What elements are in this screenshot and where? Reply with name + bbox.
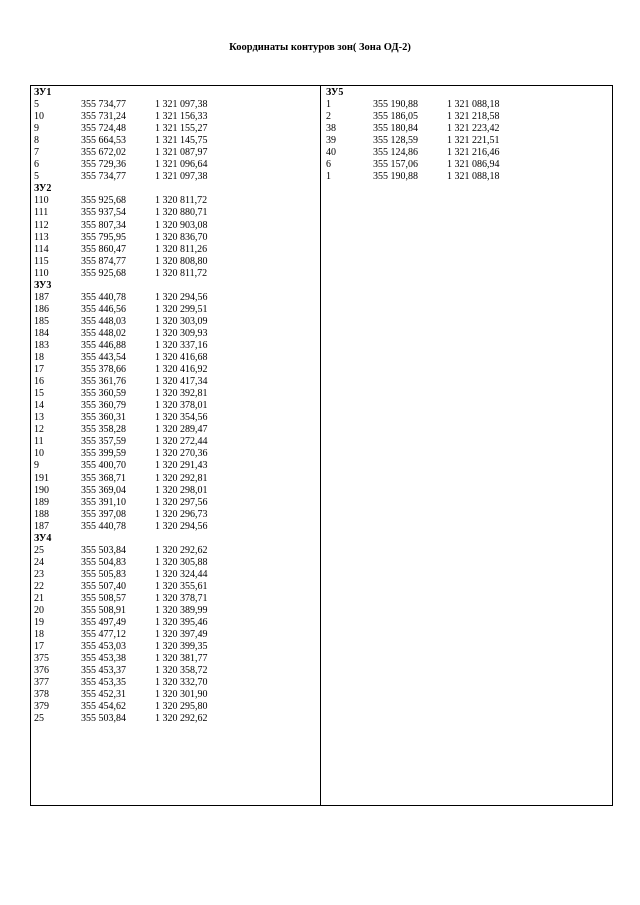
point-number: 14 <box>34 400 44 412</box>
coord-y: 1 321 096,64 <box>155 159 208 171</box>
table-row <box>34 509 235 521</box>
coord-y: 1 320 297,56 <box>155 496 208 508</box>
coord-y: 1 320 292,81 <box>155 472 208 484</box>
point-number: 376 <box>34 665 49 677</box>
coord-y: 1 321 221,51 <box>447 135 500 147</box>
coord-y: 1 321 156,33 <box>155 111 208 123</box>
coord-y: 1 320 303,09 <box>155 315 208 327</box>
zone-title: ЗУ4 <box>34 532 52 544</box>
coord-y: 1 321 097,38 <box>155 99 208 111</box>
coord-y: 1 320 392,81 <box>155 388 208 400</box>
coord-y: 1 321 097,38 <box>155 171 208 183</box>
point-number: 10 <box>34 111 44 123</box>
coord-y: 1 320 399,35 <box>155 641 208 653</box>
coord-y: 1 320 292,62 <box>155 713 208 725</box>
point-number: 21 <box>34 592 44 604</box>
zone-group <box>326 87 527 183</box>
coord-y: 1 320 397,49 <box>155 629 208 641</box>
coord-y: 1 320 337,16 <box>155 339 208 351</box>
table-row <box>34 135 235 147</box>
point-number: 377 <box>34 677 49 689</box>
table-row <box>326 135 527 147</box>
table-row <box>34 220 235 232</box>
point-number: 114 <box>34 243 49 255</box>
coord-x: 355 128,59 <box>373 135 418 147</box>
table-row <box>34 352 235 364</box>
table-row <box>34 605 235 617</box>
point-number: 11 <box>34 436 44 448</box>
coord-y: 1 320 358,72 <box>155 665 208 677</box>
coord-x: 355 358,28 <box>81 424 126 436</box>
table-row <box>34 641 235 653</box>
table-row <box>34 268 235 280</box>
coord-x: 355 795,95 <box>81 231 126 243</box>
coord-x: 355 360,59 <box>81 388 126 400</box>
table-row <box>34 328 235 340</box>
table-row <box>326 159 527 171</box>
table-row <box>34 557 235 569</box>
zone-title: ЗУ3 <box>34 279 52 291</box>
point-number: 110 <box>34 267 49 279</box>
coord-x: 355 369,04 <box>81 484 126 496</box>
table-row <box>34 292 235 304</box>
table-row <box>34 111 235 123</box>
table-row <box>34 436 235 448</box>
point-number: 183 <box>34 339 49 351</box>
coord-x: 355 503,84 <box>81 713 126 725</box>
coord-x: 355 453,38 <box>81 653 126 665</box>
point-number: 110 <box>34 195 49 207</box>
coord-x: 355 453,35 <box>81 677 126 689</box>
coord-x: 355 446,56 <box>81 303 126 315</box>
coord-x: 355 440,78 <box>81 520 126 532</box>
table-row <box>326 171 527 183</box>
point-number: 18 <box>34 352 44 364</box>
coord-y: 1 320 298,01 <box>155 484 208 496</box>
right-column <box>326 87 527 183</box>
coord-y: 1 320 332,70 <box>155 677 208 689</box>
point-number: 184 <box>34 327 49 339</box>
coord-y: 1 320 355,61 <box>155 580 208 592</box>
coord-x: 355 186,05 <box>373 111 418 123</box>
coord-y: 1 320 301,90 <box>155 689 208 701</box>
point-number: 111 <box>34 207 49 219</box>
left-column <box>34 87 235 725</box>
coord-x: 355 360,31 <box>81 412 126 424</box>
point-number: 17 <box>34 641 44 653</box>
point-number: 188 <box>34 508 49 520</box>
point-number: 1 <box>326 99 331 111</box>
table-row <box>326 147 527 159</box>
table-row <box>34 195 235 207</box>
coord-y: 1 320 296,73 <box>155 508 208 520</box>
coord-x: 355 368,71 <box>81 472 126 484</box>
coord-y: 1 321 223,42 <box>447 123 500 135</box>
coord-y: 1 321 216,46 <box>447 147 500 159</box>
coord-x: 355 937,54 <box>81 207 126 219</box>
coord-y: 1 320 309,93 <box>155 327 208 339</box>
point-number: 186 <box>34 303 49 315</box>
table-row <box>34 364 235 376</box>
coord-y: 1 320 808,80 <box>155 255 208 267</box>
table-row <box>326 111 527 123</box>
point-number: 18 <box>34 629 44 641</box>
point-number: 5 <box>34 99 39 111</box>
coord-y: 1 321 088,18 <box>447 99 500 111</box>
coord-y: 1 320 389,99 <box>155 605 208 617</box>
coord-y: 1 320 395,46 <box>155 617 208 629</box>
table-row <box>34 424 235 436</box>
table-row <box>34 340 235 352</box>
point-number: 189 <box>34 496 49 508</box>
coord-y: 1 321 145,75 <box>155 135 208 147</box>
coord-y: 1 321 155,27 <box>155 123 208 135</box>
coord-y: 1 321 086,94 <box>447 159 500 171</box>
table-row <box>34 304 235 316</box>
table-row <box>34 412 235 424</box>
coord-y: 1 320 294,56 <box>155 520 208 532</box>
coord-x: 355 157,06 <box>373 159 418 171</box>
point-number: 40 <box>326 147 336 159</box>
coord-x: 355 443,54 <box>81 352 126 364</box>
coord-y: 1 320 272,44 <box>155 436 208 448</box>
page-title: Координаты контуров зон( Зона ОД-2) <box>229 42 411 53</box>
point-number: 13 <box>34 412 44 424</box>
coord-x: 355 503,84 <box>81 544 126 556</box>
coord-y: 1 320 324,44 <box>155 568 208 580</box>
coord-x: 355 504,83 <box>81 556 126 568</box>
point-number: 20 <box>34 605 44 617</box>
point-number: 24 <box>34 556 44 568</box>
table-row <box>34 485 235 497</box>
table-row <box>34 545 235 557</box>
point-number: 9 <box>34 460 39 472</box>
coord-x: 355 397,08 <box>81 508 126 520</box>
coord-y: 1 320 270,36 <box>155 448 208 460</box>
coord-y: 1 321 088,18 <box>447 171 500 183</box>
coord-y: 1 320 811,72 <box>155 195 208 207</box>
coord-y: 1 320 381,77 <box>155 653 208 665</box>
table-row <box>34 400 235 412</box>
coord-x: 355 361,76 <box>81 376 126 388</box>
point-number: 185 <box>34 315 49 327</box>
zone-group <box>34 87 235 183</box>
coord-x: 355 399,59 <box>81 448 126 460</box>
coord-y: 1 320 294,56 <box>155 291 208 303</box>
table-row <box>34 473 235 485</box>
coord-x: 355 807,34 <box>81 219 126 231</box>
table-row <box>34 677 235 689</box>
point-number: 6 <box>34 159 39 171</box>
coord-x: 355 734,77 <box>81 171 126 183</box>
coord-x: 355 180,84 <box>373 123 418 135</box>
point-number: 38 <box>326 123 336 135</box>
table-row <box>34 256 235 268</box>
point-number: 115 <box>34 255 49 267</box>
coord-x: 355 860,47 <box>81 243 126 255</box>
point-number: 190 <box>34 484 49 496</box>
table-row <box>34 448 235 460</box>
coord-x: 355 508,91 <box>81 605 126 617</box>
coord-x: 355 477,12 <box>81 629 126 641</box>
coord-y: 1 320 811,72 <box>155 267 208 279</box>
coord-x: 355 448,02 <box>81 327 126 339</box>
table-row <box>34 581 235 593</box>
coord-x: 355 453,03 <box>81 641 126 653</box>
coord-x: 355 505,83 <box>81 568 126 580</box>
zone-group <box>34 533 235 726</box>
point-number: 187 <box>34 520 49 532</box>
coord-y: 1 320 291,43 <box>155 460 208 472</box>
coord-x: 355 925,68 <box>81 267 126 279</box>
table-row <box>34 388 235 400</box>
point-number: 16 <box>34 376 44 388</box>
column-divider <box>320 85 321 806</box>
coord-x: 355 400,70 <box>81 460 126 472</box>
coord-x: 355 508,57 <box>81 592 126 604</box>
point-number: 17 <box>34 364 44 376</box>
coord-y: 1 321 218,58 <box>447 111 500 123</box>
coord-x: 355 190,88 <box>373 171 418 183</box>
point-number: 23 <box>34 568 44 580</box>
coord-x: 355 497,49 <box>81 617 126 629</box>
table-row <box>34 99 235 111</box>
table-row <box>34 207 235 219</box>
point-number: 19 <box>34 617 44 629</box>
zone-title: ЗУ1 <box>34 87 52 98</box>
point-number: 8 <box>34 135 39 147</box>
coord-x: 355 440,78 <box>81 291 126 303</box>
table-row <box>326 99 527 111</box>
point-number: 6 <box>326 159 331 171</box>
table-row <box>34 316 235 328</box>
coord-x: 355 378,66 <box>81 364 126 376</box>
point-number: 22 <box>34 580 44 592</box>
point-number: 9 <box>34 123 39 135</box>
table-row <box>34 701 235 713</box>
table-row <box>34 713 235 725</box>
point-number: 39 <box>326 135 336 147</box>
point-number: 5 <box>34 171 39 183</box>
coord-x: 355 874,77 <box>81 255 126 267</box>
table-row <box>34 689 235 701</box>
table-row <box>34 665 235 677</box>
coord-y: 1 320 289,47 <box>155 424 208 436</box>
coord-y: 1 320 378,01 <box>155 400 208 412</box>
coord-x: 355 446,88 <box>81 339 126 351</box>
point-number: 7 <box>34 147 39 159</box>
coord-y: 1 320 903,08 <box>155 219 208 231</box>
coord-y: 1 321 087,97 <box>155 147 208 159</box>
coord-x: 355 724,48 <box>81 123 126 135</box>
table-row <box>34 617 235 629</box>
point-number: 191 <box>34 472 49 484</box>
table-row <box>326 123 527 135</box>
table-row <box>34 171 235 183</box>
coord-x: 355 452,31 <box>81 689 126 701</box>
coord-x: 355 454,62 <box>81 701 126 713</box>
zone-title: ЗУ2 <box>34 183 52 195</box>
table-row <box>34 159 235 171</box>
coord-y: 1 320 299,51 <box>155 303 208 315</box>
coord-y: 1 320 880,71 <box>155 207 208 219</box>
coord-y: 1 320 811,26 <box>155 243 208 255</box>
coord-y: 1 320 354,56 <box>155 412 208 424</box>
table-row <box>34 569 235 581</box>
coord-x: 355 734,77 <box>81 99 126 111</box>
coord-y: 1 320 292,62 <box>155 544 208 556</box>
coord-x: 355 729,36 <box>81 159 126 171</box>
coord-x: 355 672,02 <box>81 147 126 159</box>
table-row <box>34 653 235 665</box>
table-row <box>34 521 235 533</box>
point-number: 15 <box>34 388 44 400</box>
table-row <box>34 497 235 509</box>
coord-x: 355 453,37 <box>81 665 126 677</box>
zone-group <box>34 280 235 533</box>
coord-x: 355 731,24 <box>81 111 126 123</box>
coord-y: 1 320 416,68 <box>155 352 208 364</box>
point-number: 1 <box>326 171 331 183</box>
point-number: 112 <box>34 219 49 231</box>
point-number: 25 <box>34 544 44 556</box>
coord-y: 1 320 305,88 <box>155 556 208 568</box>
table-row <box>34 244 235 256</box>
table-row <box>34 593 235 605</box>
coord-x: 355 124,86 <box>373 147 418 159</box>
coord-x: 355 357,59 <box>81 436 126 448</box>
table-row <box>34 147 235 159</box>
point-number: 10 <box>34 448 44 460</box>
coord-x: 355 448,03 <box>81 315 126 327</box>
coord-y: 1 320 378,71 <box>155 592 208 604</box>
point-number: 187 <box>34 291 49 303</box>
table-row <box>34 232 235 244</box>
table-row <box>34 376 235 388</box>
coord-y: 1 320 836,70 <box>155 231 208 243</box>
coord-y: 1 320 295,80 <box>155 701 208 713</box>
coord-y: 1 320 417,34 <box>155 376 208 388</box>
point-number: 379 <box>34 701 49 713</box>
coord-x: 355 664,53 <box>81 135 126 147</box>
point-number: 25 <box>34 713 44 725</box>
coord-x: 355 391,10 <box>81 496 126 508</box>
zone-title: ЗУ5 <box>326 87 344 98</box>
coord-x: 355 360,79 <box>81 400 126 412</box>
table-row <box>34 123 235 135</box>
point-number: 2 <box>326 111 331 123</box>
coord-x: 355 507,40 <box>81 580 126 592</box>
coord-y: 1 320 416,92 <box>155 364 208 376</box>
point-number: 378 <box>34 689 49 701</box>
point-number: 12 <box>34 424 44 436</box>
coord-x: 355 925,68 <box>81 195 126 207</box>
zone-group <box>34 183 235 279</box>
table-row <box>34 629 235 641</box>
coord-x: 355 190,88 <box>373 99 418 111</box>
point-number: 375 <box>34 653 49 665</box>
table-row <box>34 460 235 472</box>
point-number: 113 <box>34 231 49 243</box>
